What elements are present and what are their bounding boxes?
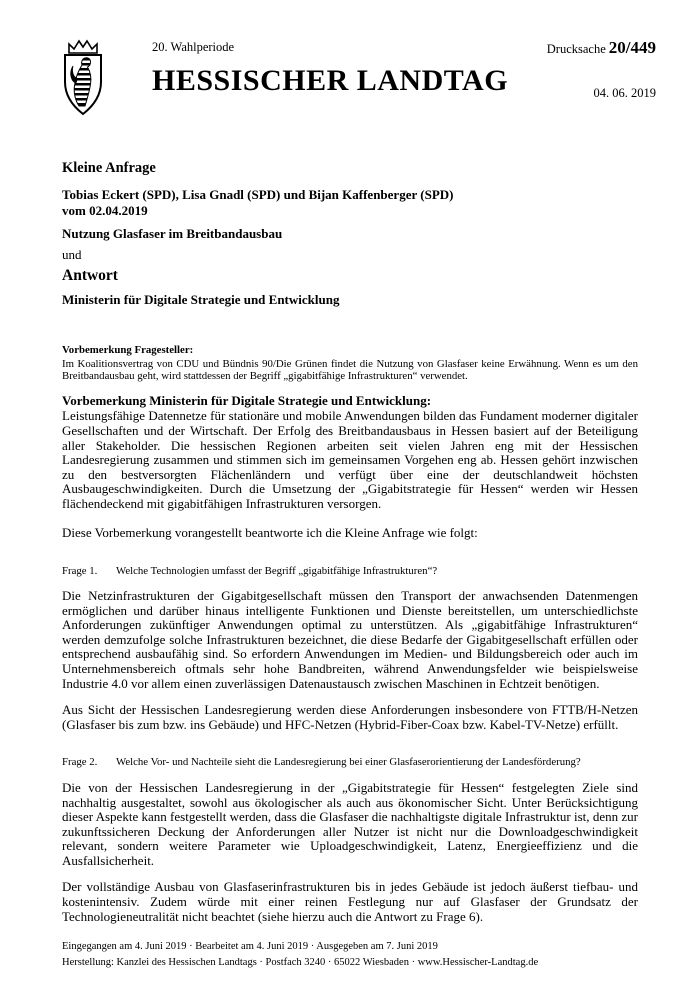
document-date: 04. 06. 2019 xyxy=(593,86,656,100)
authors-line: Tobias Eckert (SPD), Lisa Gnadl (SPD) und Bijan Kaffenberger (SPD) xyxy=(62,187,454,202)
vorbemerkung-ministerin-heading: Vorbemerkung Ministerin für Digitale Strategie und Entwicklung: xyxy=(62,393,432,409)
vorbemerkung-ministerin-section xyxy=(62,393,638,511)
subject-line: Nutzung Glasfaser im Breitbandausbau xyxy=(62,226,283,241)
answer-paragraph: Die von der Hessischen Landesregierung in der „Gigabitstrategie für Hessen“ festgelegten Ziele sind nachhaltig ausgestaltet, sowohl aus ökologischer als auch aus ökonomischer Sicht. Unter Berücksichtigung dieser Aspekte kann festgestellt werden, dass die Glasfaser die nachhaltigste digitale Infrastruktur ist, denn zur zukunftssicheren Deckung der Anforderungen aller Nutzer ist nicht nur die Downloadgeschwindigkeit relevant, sondern weitere Parameter wie Uploadgeschwindigkeit, Latenz, Energieeffizienz und die Ausfallsicherheit. xyxy=(62,779,638,868)
drucksache-number: 20/449 xyxy=(608,38,656,57)
legislative-period: 20. Wahlperiode xyxy=(152,40,235,54)
document-type-heading: Kleine Anfrage xyxy=(62,160,156,176)
question-1-label: Frage 1. xyxy=(62,564,98,577)
vorbemerkung-fragesteller-text: Im Koalitionsvertrag von CDU und Bündnis 90/Die Grünen findet die Nutzung von Glasfaser keine Erwähnung. Wenn es um den Breitbandausbau geht, wird stattdessen der Begriff „gigabitfähige Infrastrukturen“ verwendet. xyxy=(62,358,638,383)
question-1-text: Welche Technologien umfasst der Begriff „gigabitfähige Infrastrukturen“? xyxy=(116,564,438,577)
footer-dates-line: Eingegangen am 4. Juni 2019 · Bearbeitet am 4. Juni 2019 · Ausgegeben am 7. Juni 2019 xyxy=(62,941,438,952)
question-1 xyxy=(62,565,638,578)
intro-sentence: Diese Vorbemerkung vorangestellt beantworte ich die Kleine Anfrage wie folgt: xyxy=(62,524,478,540)
minister-line: Ministerin für Digitale Strategie und Entwicklung xyxy=(62,292,340,307)
answer-paragraph: Der vollständige Ausbau von Glasfaserinfrastrukturen bis in jedes Gebäude ist jedoch äußerst tiefbau- und kostenintensiv. Zudem würde mit einer reinen Festlegung nur auf Glasfaser der Grundsatz der Technologieneutralität nicht beachtet (siehe hierzu auch die Antwort zu Frage 6). xyxy=(62,879,638,924)
footer-imprint-line: Herstellung: Kanzlei des Hessischen Landtags · Postfach 3240 · 65022 Wiesbaden · www.Hessischer-Landtag.de xyxy=(62,957,539,968)
hessen-coat-of-arms-icon xyxy=(60,38,106,118)
page-title: HESSISCHER LANDTAG xyxy=(152,64,509,97)
answer-heading: Antwort xyxy=(62,267,118,284)
drucksache xyxy=(547,38,656,58)
vorbemerkung-ministerin-text: Leistungsfähige Datennetze für stationäre und mobile Anwendungen bilden das Fundament moderner digitaler Gesellschaften und der Wirtschaft. Der Erfolg des Breitbandausbaus in Hessen basiert auf der Beteiligung aller Stakeholder. Die hessischen Regionen arbeiten seit vielen Jahren eng mit der Hessischen Landesregierung zusammen und stimmen sich im gemeinsamen Vorgehen eng ab. Hessen gehört inzwischen zu den bestversorgten Flächenländern und verfügt über eine der deutschlandweit höchsten Ausbaugeschwindigkeiten. Durch die Umsetzung der „Gigabitstrategie für Hessen“ werden wir Hessen flächendeckend mit gigabitfähigen Infrastrukturen versorgen. xyxy=(62,408,638,511)
question-2-text: Welche Vor- und Nachteile sieht die Landesregierung bei einer Glasfaserorientierung der Landesförderung? xyxy=(116,756,581,769)
vorbemerkung-fragesteller-section xyxy=(62,344,638,382)
question-date-line: vom 02.04.2019 xyxy=(62,203,148,218)
vorbemerkung-fragesteller-heading: Vorbemerkung Fragesteller: xyxy=(62,344,194,356)
question-2 xyxy=(62,756,638,769)
document-header xyxy=(60,36,656,140)
answer-paragraph: Die Netzinfrastrukturen der Gigabitgesellschaft müssen den Transport der anwachsenden Datenmengen ermöglichen und darüber hinaus intelligente Funktionen und Dienste bereitstellen, um unterschiedlichste Anforderungen zukünftiger Anwendungen optimal zu unterstützen. Als „gigabitfähige Infrastrukturen“ werden demzufolge solche Infrastrukturen bezeichnet, die diese Bedarfe der Gigabitgesellschaft erfüllen oder entsprechend ausbaufähig sind. So erfordern Anwendungen im Medien- und Bildungsbereich oder auch im Unternehmensbereich oftmals sehr hohe Bandbreiten, während Anwendungsfelder wie beispielsweise Industrie 4.0 vor allem einen zuverlässigen Datenaustausch zwischen Maschinen in Echtzeit benötigen. xyxy=(62,588,638,691)
question-2-label: Frage 2. xyxy=(62,756,98,769)
drucksache-label: Drucksache xyxy=(546,42,606,56)
connector-word: und xyxy=(62,247,82,262)
document-body xyxy=(62,160,638,924)
answer-paragraph: Aus Sicht der Hessischen Landesregierung werden diese Anforderungen insbesondere von FTTB/H-Netzen (Glasfaser bis zum bzw. ins Gebäude) und HFC-Netzen (Hybrid-Fiber-Coax bzw. Kabel-TV-Netze) erfüllt. xyxy=(62,702,638,732)
document-footer xyxy=(62,941,656,968)
